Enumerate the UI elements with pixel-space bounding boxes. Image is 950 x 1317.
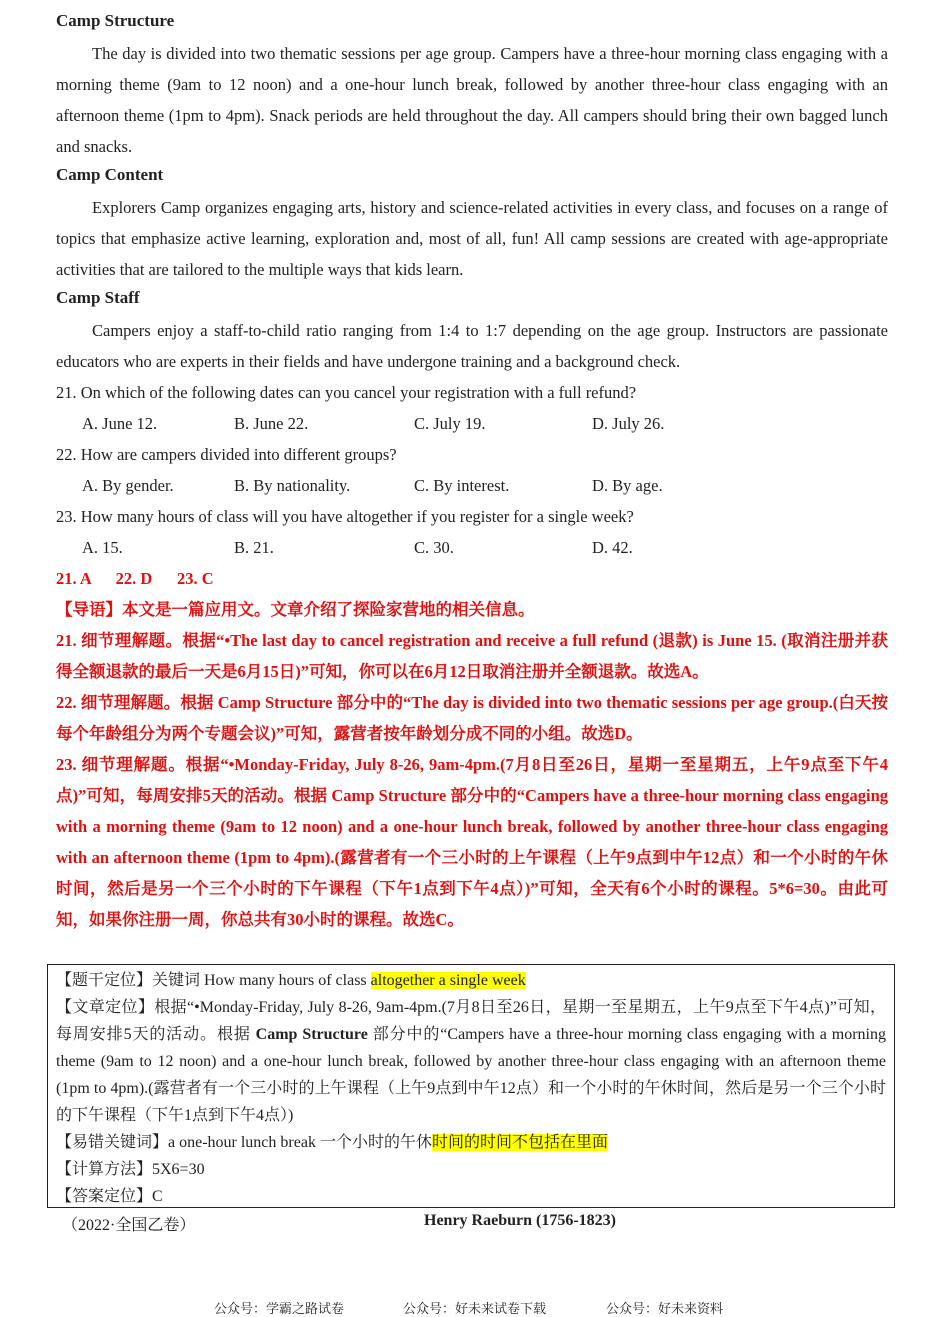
question-23 [56, 501, 888, 563]
question-21 [56, 377, 888, 439]
footer-item: 公众号：好未来资料 [606, 1302, 724, 1317]
error-keyword [56, 1129, 886, 1156]
footer-item: 公众号：学霸之路试卷 [214, 1302, 345, 1317]
row-label: 【题干定位】关键词 How many hours of class [56, 972, 371, 989]
row-text: 部分中的“Campers have a three-hour morning class engaging with a morning theme (9am to 12 noon) and a one-hour lunch break, followed by another three-hour class engaging with an afternoon theme (1pm to 4pm).(露营者有一个三小时的上午课程（上午9点到中午12点）和一个小时的午休时间，然后是另一个三个小时的下午课程（下午1点到下午4点）) [56, 1026, 887, 1124]
option: C. July 19. [414, 414, 486, 433]
option: B. By nationality. [234, 476, 351, 495]
section-body: Explorers Camp organizes engaging arts, history and science-related activities in every class, and focuses on a range of topics that emphasize active learning, exploration and, most of all, fun! All camp sessions are created with age-appropriate activities that are tailored to the multiple ways that kids learn. [56, 198, 888, 279]
answer-key: 21. A 22. D 23. C [56, 569, 214, 588]
option: C. By interest. [414, 476, 510, 495]
section-structure [56, 10, 888, 162]
section-staff [56, 287, 888, 377]
option: A. June 12. [82, 414, 158, 433]
explanation-23: 23. 细节理解题。根据“•Monday-Friday, July 8-26, 9am-4pm.(7月8日至26日，星期一至星期五，上午9点至下午4点)”可知，每周安排5天的活动。根据 Camp Structure 部分中的“Campers have a three-hour morning class engaging with a morning theme (9am to 12 noon) and a one-hour lunch break, followed by another three-hour class engaging with an afternoon theme (1pm to 4pm).(露营者有一个三小时的上午课程（上午9点到中午12点）和一个小时的午休时间，然后是另一个三个小时的下午课程（下午1点到下午4点）)”可知，全天有6个小时的课程。5*6=30。由此可知，如果你注册一周，你总共有30小时的课程。故选C。 [56, 755, 888, 929]
question-text: 21. On which of the following dates can you cancel your registration with a full refund? [56, 383, 637, 402]
footer-item: 公众号：好未来试卷下载 [403, 1302, 547, 1317]
option: A. 15. [82, 538, 123, 557]
option: D. July 26. [592, 414, 665, 433]
calc-method: 【计算方法】5X6=30 [56, 1161, 205, 1178]
question-text: 22. How are campers divided into different groups? [56, 445, 397, 464]
question-22 [56, 439, 888, 501]
next-title: Henry Raeburn (1756-1823) [424, 1212, 616, 1229]
option: D. By age. [592, 476, 663, 495]
option: B. 21. [234, 538, 274, 557]
question-options [56, 470, 888, 501]
row-bold: Camp Structure [255, 1026, 368, 1043]
section-body: Campers enjoy a staff-to-child ratio ranging from 1:4 to 1:7 depending on the age group. Instructors are passionate educators who are experts in their fields and have undergone training and a background check. [56, 321, 888, 371]
highlight: altogether a single week [370, 972, 526, 989]
stem-location [56, 967, 886, 994]
analysis-box [47, 964, 895, 1208]
row-text: 【文章定位】根据“•Monday-Friday, July 8-26, 9am-4pm.(7月8日至26日，星期一至星期五，上午9点至下午4点)”可知，每周安排5天的活动。根据 [56, 999, 886, 1043]
highlight: 时间的时间不包括在里面 [431, 1134, 608, 1151]
explanation-21: 21. 细节理解题。根据“•The last day to cancel registration and receive a full refund (退款) is June 15. (取消注册并获得全额退款的最后一天是6月15日)”可知，你可以在6月12日取消注册并全额退款。故选A。 [56, 631, 888, 681]
option: C. 30. [414, 538, 454, 557]
option: B. June 22. [234, 414, 309, 433]
option: D. 42. [592, 538, 633, 557]
explanation-22: 22. 细节理解题。根据 Camp Structure 部分中的“The day is divided into two thematic sessions per age group.(白天按每个年龄组分为两个专题会议)”可知，露营者按年龄划分成不同的小组。故选D。 [56, 693, 888, 743]
section-heading: Camp Content [56, 165, 164, 184]
document-body [56, 8, 888, 935]
section-heading: Camp Structure [56, 11, 175, 30]
question-text: 23. How many hours of class will you have altogether if you register for a single week? [56, 507, 634, 526]
answer-location: 【答案定位】C [56, 1188, 163, 1205]
question-options [56, 408, 888, 439]
option: A. By gender. [82, 476, 174, 495]
section-heading: Camp Staff [56, 288, 140, 307]
question-options [56, 532, 888, 563]
source-label: （2022·全国乙卷） [62, 1217, 196, 1234]
row-label: 【易错关键词】a one-hour lunch break 一个小时的午休 [56, 1134, 432, 1151]
guide-intro: 【导语】本文是一篇应用文。文章介绍了探险家营地的相关信息。 [56, 600, 535, 619]
section-content [56, 164, 888, 285]
text-location [56, 994, 886, 1129]
section-body: The day is divided into two thematic sessions per age group. Campers have a three-hour morning class engaging with a morning theme (9am to 12 noon) and a one-hour lunch break, followed by another three-hour class engaging with an afternoon theme (1pm to 4pm). Snack periods are held throughout the day. All campers should bring their own bagged lunch and snacks. [56, 44, 888, 156]
